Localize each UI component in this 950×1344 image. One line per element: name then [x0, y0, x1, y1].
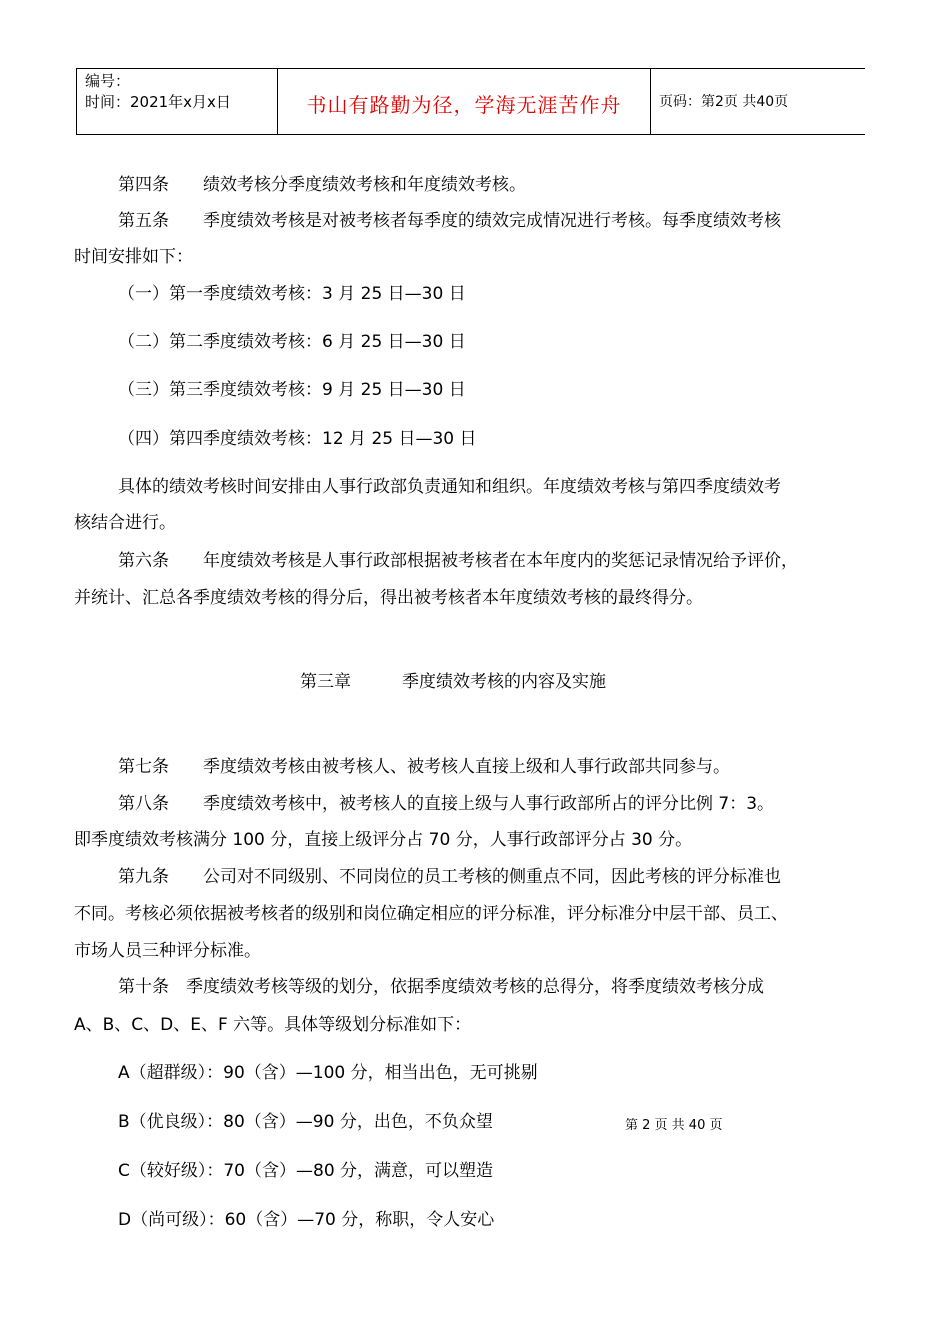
header-motto: 书山有路勤为径，学海无涯苦作舟 [278, 69, 651, 134]
article-8-line-1: 第八条 季度绩效考核中，被考核人的直接上级与人事行政部所占的评分比例 7：3。 [118, 794, 775, 814]
article-6-line-1: 第六条 年度绩效考核是人事行政部根据被考核者在本年度内的奖惩记录情况给予评价， [118, 551, 798, 571]
document-time-label: 时间：2021年x月x日 [85, 93, 231, 111]
grade-c: C（较好级）：70（含）—80 分，满意，可以塑造 [118, 1161, 494, 1181]
header-meta-cell [77, 69, 278, 134]
header-page-label: 页码：第2页 共40页 [659, 94, 789, 110]
footer-page-number: 第 2 页 共 40 页 [625, 1118, 723, 1133]
schedule-note-line-2: 核结合进行。 [74, 513, 176, 533]
schedule-note-line-1: 具体的绩效考核时间安排由人事行政部负责通知和组织。年度绩效考核与第四季度绩效考 [118, 477, 781, 497]
article-7: 第七条 季度绩效考核由被考核人、被考核人直接上级和人事行政部共同参与。 [118, 757, 730, 777]
schedule-q2: （二）第二季度绩效考核：6 月 25 日—30 日 [118, 332, 466, 352]
schedule-q1: （一）第一季度绩效考核：3 月 25 日—30 日 [118, 284, 466, 304]
article-10-line-1: 第十条 季度绩效考核等级的划分，依据季度绩效考核的总得分，将季度绩效考核分成 [118, 977, 764, 997]
article-10-line-2: A、B、C、D、E、F 六等。具体等级划分标准如下： [74, 1015, 472, 1035]
document-number-label: 编号： [85, 72, 131, 90]
article-9-line-3: 市场人员三种评分标准。 [74, 941, 261, 961]
article-6-line-2: 并统计、汇总各季度绩效考核的得分后，得出被考核者本年度绩效考核的最终得分。 [74, 588, 703, 608]
article-9-line-2: 不同。考核必须依据被考核者的级别和岗位确定相应的评分标准，评分标准分中层干部、员工、 [74, 904, 788, 924]
header-table [76, 68, 865, 135]
article-5-line-2: 时间安排如下： [74, 247, 193, 267]
article-9-line-1: 第九条 公司对不同级别、不同岗位的员工考核的侧重点不同，因此考核的评分标准也 [118, 867, 781, 887]
article-8-line-2: 即季度绩效考核满分 100 分，直接上级评分占 70 分，人事行政部评分占 30 分。 [74, 830, 693, 850]
schedule-q3: （三）第三季度绩效考核：9 月 25 日—30 日 [118, 380, 466, 400]
grade-b: B（优良级）：80（含）—90 分，出色，不负众望 [118, 1112, 493, 1132]
grade-d: D（尚可级）：60（含）—70 分，称职，令人安心 [118, 1210, 495, 1230]
schedule-q4: （四）第四季度绩效考核：12 月 25 日—30 日 [118, 429, 477, 449]
article-5-line-1: 第五条 季度绩效考核是对被考核者每季度的绩效完成情况进行考核。每季度绩效考核 [118, 211, 781, 231]
article-4: 第四条 绩效考核分季度绩效考核和年度绩效考核。 [118, 175, 526, 195]
grade-a: A（超群级）：90（含）—100 分，相当出色，无可挑剔 [118, 1063, 538, 1083]
chapter-3-heading: 第三章 季度绩效考核的内容及实施 [300, 672, 606, 692]
